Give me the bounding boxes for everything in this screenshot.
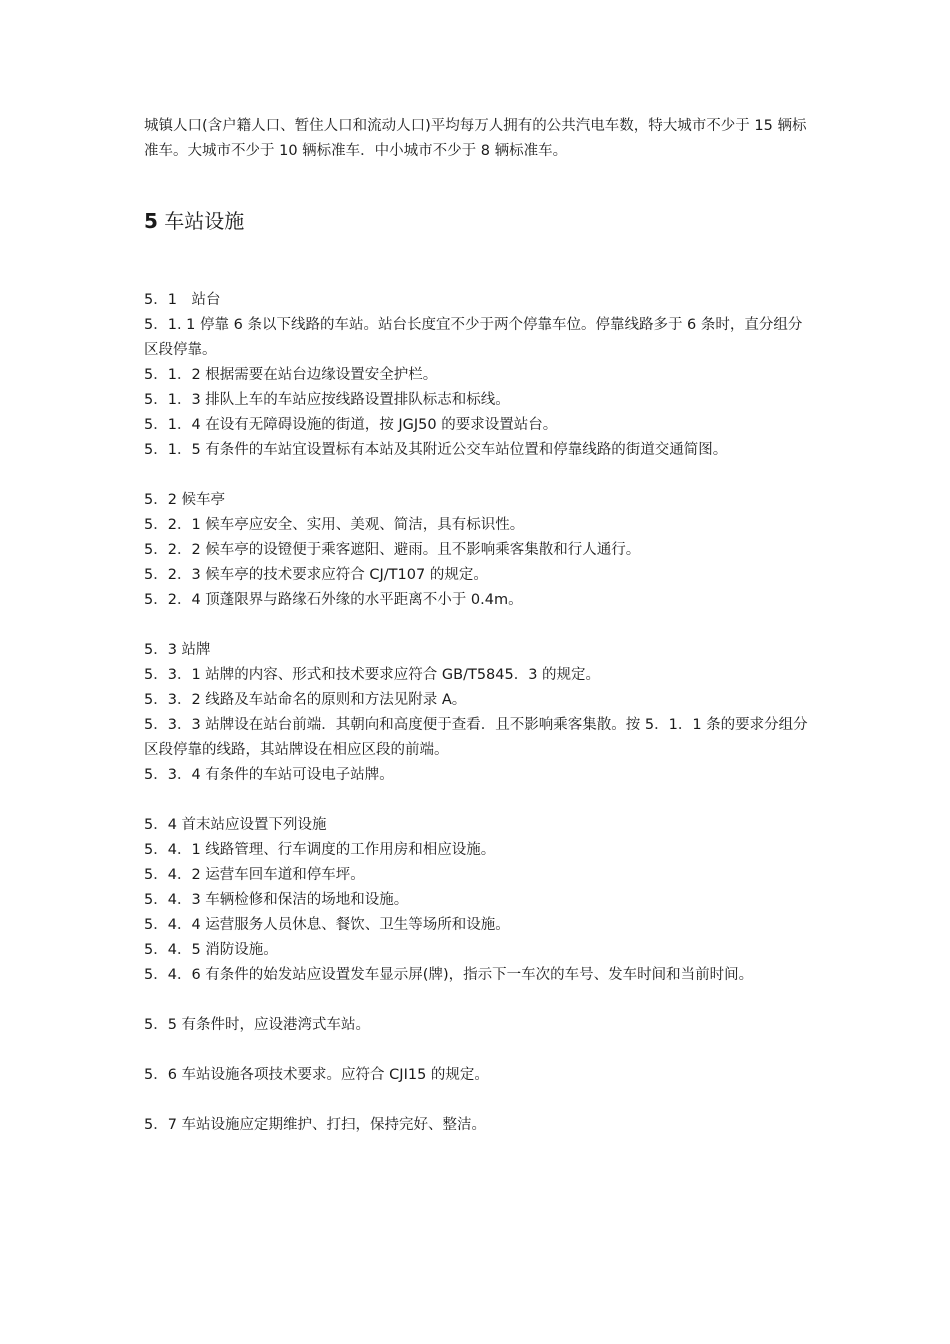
clause-section [144, 1113, 812, 1138]
clause-item: 5．3．2 线路及车站命名的原则和方法见附录 A。 [144, 692, 467, 708]
clause-section [144, 488, 812, 613]
clause-item: 5．3．3 站牌设在站台前端．其朝向和高度便于查看．且不影响乘客集散。按 5．1．1 条的要求分组分区段停靠的线路，其站牌设在相应区段的前端。 [144, 717, 808, 758]
clause-item: 5．1. 1 停靠 6 条以下线路的车站。站台长度宜不少于两个停靠车位。停靠线路多于 6 条时，直分组分区段停靠。 [144, 317, 803, 358]
clause-section [144, 813, 812, 988]
clause-item: 5．1．4 在设有无障碍设施的街道，按 JGJ50 的要求设置站台。 [144, 417, 558, 433]
clause-item: 5．2．2 候车亭的设镫便于乘客遮阳、避雨。且不影响乘客集散和行人通行。 [144, 542, 641, 558]
document-body [144, 114, 812, 1163]
section-heading [144, 207, 812, 235]
clause-heading: 5．4 首末站应设置下列设施 [144, 817, 327, 833]
clause-item: 5．2．1 候车亭应安全、实用、美观、简洁，具有标识性。 [144, 517, 525, 533]
clause-item: 5．1．5 有条件的车站宜设置标有本站及其附近公交车站位置和停靠线路的街道交通简图。 [144, 442, 728, 458]
clause-item: 5．1．3 排队上车的车站应按线路设置排队标志和标线。 [144, 392, 510, 408]
heading-number: 5 [144, 209, 158, 233]
clause-section [144, 1013, 812, 1038]
clause-item: 5．2．4 顶蓬限界与路缘石外缘的水平距离不小于 0.4m。 [144, 592, 523, 608]
sections-container [144, 288, 812, 1138]
clause-item: 5．1．2 根据需要在站台边缘设置安全护栏。 [144, 367, 438, 383]
clause-item: 5．4．2 运营车回车道和停车坪。 [144, 867, 365, 883]
clause-item: 5．4．3 车辆检修和保洁的场地和设施。 [144, 892, 409, 908]
intro-paragraph: 城镇人口(含户籍人口、暂住人口和流动人口)平均每万人拥有的公共汽电车数，特大城市不少于 15 辆标准车。大城市不少于 10 辆标准车．中小城市不少于 8 辆标准车。 [144, 118, 807, 159]
clause-item: 5．4．4 运营服务人员休息、餐饮、卫生等场所和设施。 [144, 917, 510, 933]
clause-heading: 5．6 车站设施各项技术要求。应符合 CJI15 的规定。 [144, 1067, 489, 1083]
clause-item: 5．3．4 有条件的车站可设电子站牌。 [144, 767, 394, 783]
clause-section [144, 288, 812, 463]
clause-item: 5．4．5 消防设施。 [144, 942, 278, 958]
clause-heading: 5．7 车站设施应定期维护、打扫，保持完好、整洁。 [144, 1117, 487, 1133]
clause-item: 5．4．1 线路管理、行车调度的工作用房和相应设施。 [144, 842, 496, 858]
clause-heading: 5．5 有条件时，应设港湾式车站。 [144, 1017, 371, 1033]
clause-heading: 5．2 候车亭 [144, 492, 226, 508]
clause-section [144, 638, 812, 788]
heading-title: 车站设施 [157, 209, 245, 233]
clause-item: 5．2．3 候车亭的技术要求应符合 CJ/T107 的规定。 [144, 567, 488, 583]
clause-item: 5．4．6 有条件的始发站应设置发车显示屏(牌)，指示下一车次的车号、发车时间和当前时间。 [144, 967, 754, 983]
clause-section [144, 1063, 812, 1088]
clause-heading: 5．3 站牌 [144, 642, 211, 658]
clause-item: 5．3．1 站牌的内容、形式和技术要求应符合 GB/T5845．3 的规定。 [144, 667, 601, 683]
clause-heading: 5．1 站台 [144, 292, 221, 308]
